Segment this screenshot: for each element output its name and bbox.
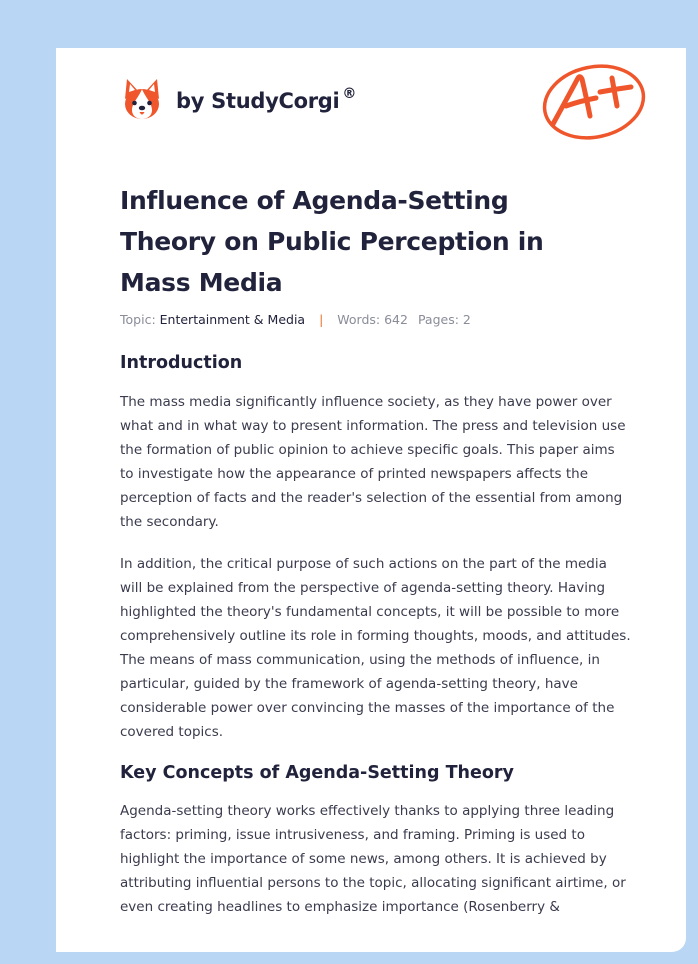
topic-label: Topic: bbox=[120, 312, 156, 327]
topic-link[interactable]: Entertainment & Media bbox=[159, 312, 306, 327]
essay-title: Influence of Agenda-Setting Theory on Public Perception in Mass Media bbox=[120, 186, 544, 297]
word-count: Words: 642 bbox=[337, 312, 408, 327]
registered-mark: ® bbox=[342, 85, 357, 102]
paragraph: Agenda-setting theory works effectively thanks to applying three leading factors: priming, issue intrusiveness, and framing. Priming is used to highlight the importance of some news, among others. It is achieved by attributing influential persons to the topic, allocating significant airtime, or even creating headlines to emphasize importance (Rosenberry & bbox=[120, 803, 626, 915]
a-plus-grade-icon bbox=[538, 58, 650, 142]
meta-separator: | bbox=[319, 312, 324, 327]
logo-wordmark bbox=[176, 86, 356, 113]
section-heading-introduction: Introduction bbox=[120, 353, 243, 373]
paragraph: In addition, the critical purpose of such actions on the part of the media will be explained from the perspective of agenda-setting theory. Having highlighted the theory's fundamental concepts, it will be possible to more comprehensively outline its role in forming thoughts, moods, and attitudes. The means of mass communication, using the methods of influence, in particular, guided by the framework of agenda-setting theory, have considerable power over convincing the masses of the importance of the covered topics. bbox=[120, 556, 631, 740]
essay-meta bbox=[120, 312, 471, 327]
section-heading-key-concepts: Key Concepts of Agenda-Setting Theory bbox=[120, 763, 514, 783]
studycorgi-logo[interactable] bbox=[122, 76, 356, 122]
logo-name: by StudyCorgi bbox=[176, 88, 340, 113]
paragraph: The mass media significantly influence society, as they have power over what and in what way to present information. The press and television use the formation of public opinion to achieve specific goals. This paper aims to investigate how the appearance of printed newspapers affects the perception of facts and the reader's selection of the essential from among the secondary. bbox=[120, 394, 626, 530]
essay-body bbox=[120, 352, 632, 919]
page-count: Pages: 2 bbox=[417, 312, 471, 327]
corgi-icon bbox=[122, 77, 162, 121]
essay-page bbox=[56, 48, 686, 952]
